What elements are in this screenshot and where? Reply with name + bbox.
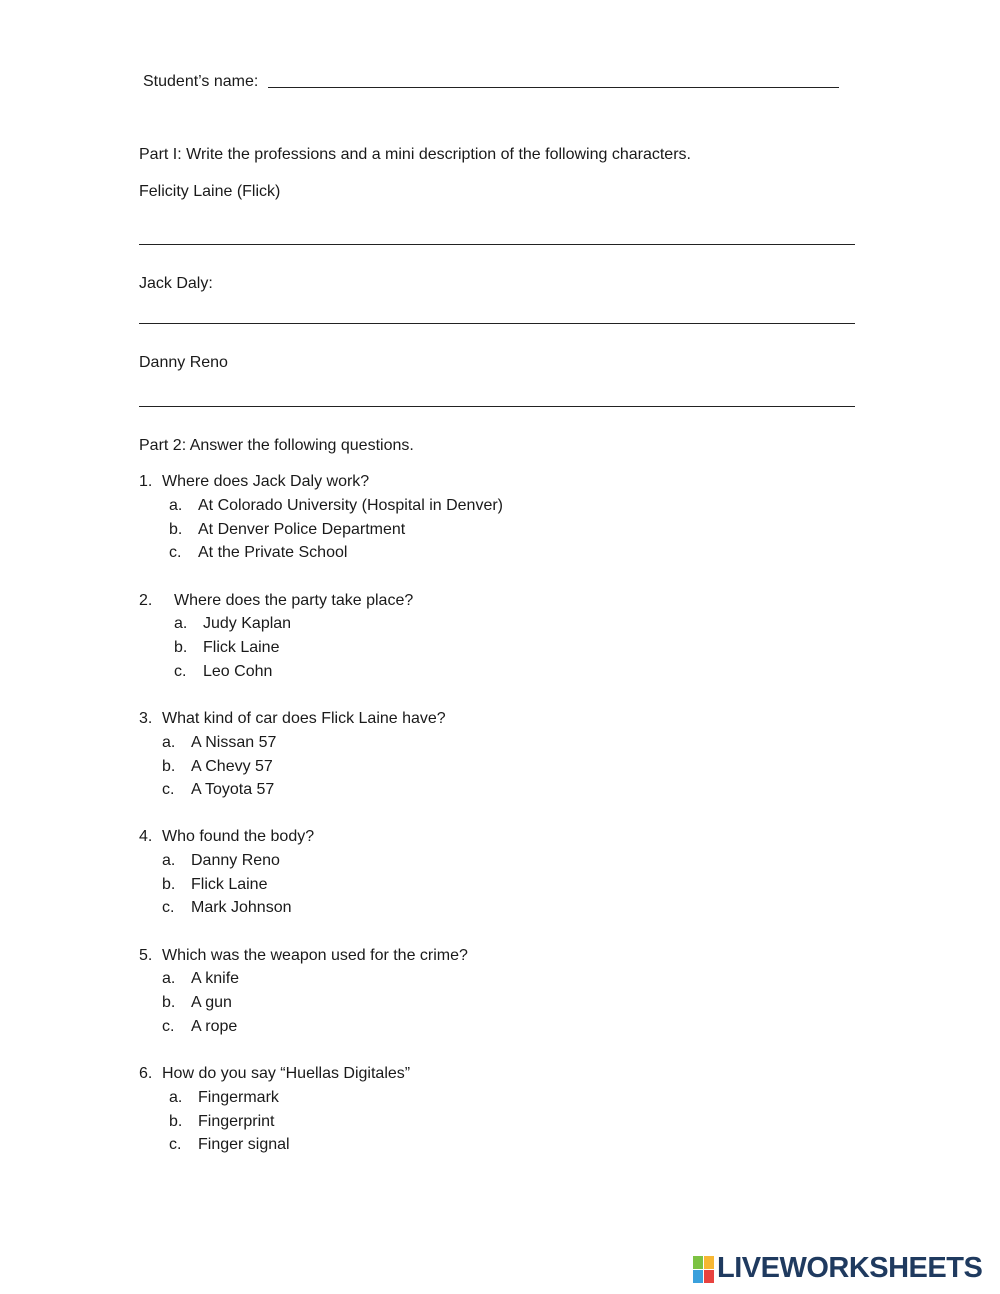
question-6-option-b-letter: b.: [169, 1113, 183, 1130]
question-5-option-c[interactable]: A rope: [191, 1018, 238, 1035]
question-2-option-c-letter: c.: [174, 663, 187, 680]
question-4-option-c[interactable]: Mark Johnson: [191, 899, 292, 916]
character-answer-line-2[interactable]: [139, 323, 855, 324]
question-3-number: 3.: [139, 710, 153, 727]
question-2-text: Where does the party take place?: [174, 592, 414, 609]
question-3-option-a-letter: a.: [162, 734, 176, 751]
character-answer-line-1[interactable]: [139, 244, 855, 245]
question-1-text: Where does Jack Daly work?: [162, 473, 370, 490]
liveworksheets-wordmark: LIVEWORKSHEETS: [717, 1252, 983, 1284]
question-6-option-a[interactable]: Fingermark: [198, 1089, 279, 1106]
character-answer-line-3[interactable]: [139, 406, 855, 407]
question-5-number: 5.: [139, 947, 153, 964]
question-1-option-c[interactable]: At the Private School: [198, 544, 348, 561]
question-3-option-c-letter: c.: [162, 781, 175, 798]
question-4-option-a-letter: a.: [162, 852, 176, 869]
question-5-option-c-letter: c.: [162, 1018, 175, 1035]
character-name-1: Felicity Laine (Flick): [139, 183, 281, 200]
question-2-number: 2.: [139, 592, 153, 609]
question-3-option-b-letter: b.: [162, 758, 176, 775]
question-6-option-a-letter: a.: [169, 1089, 183, 1106]
question-3-option-b[interactable]: A Chevy 57: [191, 758, 273, 775]
question-6-number: 6.: [139, 1065, 153, 1082]
question-3-option-c[interactable]: A Toyota 57: [191, 781, 275, 798]
question-4-option-b[interactable]: Flick Laine: [191, 876, 268, 893]
question-3-option-a[interactable]: A Nissan 57: [191, 734, 277, 751]
question-6-option-c[interactable]: Finger signal: [198, 1136, 290, 1153]
question-5-option-a-letter: a.: [162, 970, 176, 987]
question-4-option-c-letter: c.: [162, 899, 175, 916]
question-2-option-a-letter: a.: [174, 615, 188, 632]
question-1-option-b[interactable]: At Denver Police Department: [198, 521, 406, 538]
question-6-text: How do you say “Huellas Digitales”: [162, 1065, 411, 1082]
question-5-text: Which was the weapon used for the crime?: [162, 947, 468, 964]
question-4-option-a[interactable]: Danny Reno: [191, 852, 280, 869]
question-1-number: 1.: [139, 473, 153, 490]
question-6-option-c-letter: c.: [169, 1136, 182, 1153]
question-2-option-b[interactable]: Flick Laine: [203, 639, 280, 656]
question-1-option-a[interactable]: At Colorado University (Hospital in Denver): [198, 497, 503, 514]
liveworksheets-logo: [693, 1254, 988, 1284]
student-name-label: Student’s name:: [143, 73, 259, 90]
part2-instruction: Part 2: Answer the following questions.: [139, 437, 414, 454]
student-name-line[interactable]: [268, 87, 839, 88]
question-4-option-b-letter: b.: [162, 876, 176, 893]
question-5-option-b-letter: b.: [162, 994, 176, 1011]
question-3-text: What kind of car does Flick Laine have?: [162, 710, 446, 727]
question-2-option-c[interactable]: Leo Cohn: [203, 663, 273, 680]
question-2-option-a[interactable]: Judy Kaplan: [203, 615, 292, 632]
character-name-2: Jack Daly:: [139, 275, 213, 292]
part1-instruction: Part I: Write the professions and a mini description of the following characters.: [139, 146, 691, 163]
question-1-option-b-letter: b.: [169, 521, 183, 538]
question-4-number: 4.: [139, 828, 153, 845]
question-4-text: Who found the body?: [162, 828, 315, 845]
character-name-3: Danny Reno: [139, 354, 228, 371]
question-5-option-a[interactable]: A knife: [191, 970, 240, 987]
question-2-option-b-letter: b.: [174, 639, 188, 656]
question-5-option-b[interactable]: A gun: [191, 994, 232, 1011]
live-blocks-icon: [693, 1256, 715, 1284]
question-1-option-c-letter: c.: [169, 544, 182, 561]
question-6-option-b[interactable]: Fingerprint: [198, 1113, 275, 1130]
question-1-option-a-letter: a.: [169, 497, 183, 514]
